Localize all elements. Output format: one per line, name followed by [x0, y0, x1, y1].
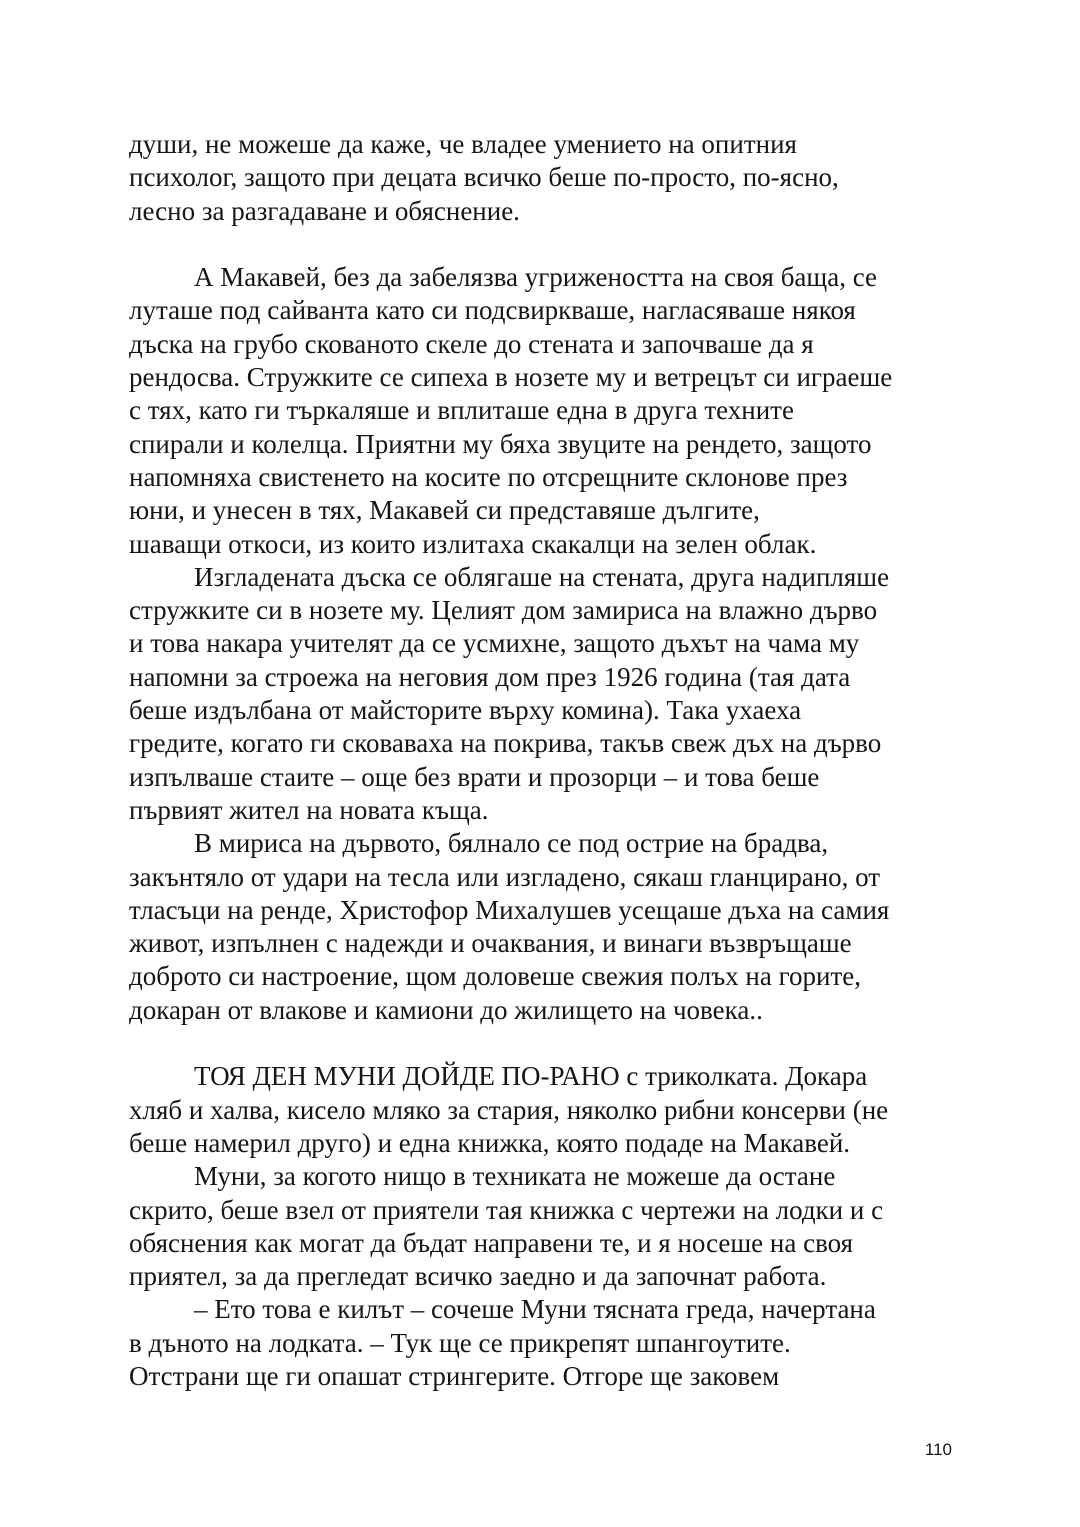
text-line: рендосва. Стружките се сипеха в нозете му и ветрецът си играеше: [129, 362, 893, 393]
text-line: луташе под сайванта като си подсвиркваше, нагласяваше някоя: [129, 295, 856, 326]
text-line: с тях, като ги търкаляше и вплиташе една в друга техните: [129, 395, 794, 426]
text-line: напомни за строежа на неговия дом през 1926 година (тая дата: [129, 661, 851, 692]
text-line: психолог, защото при децата всичко беше по-просто, по-ясно,: [129, 162, 839, 193]
text-line: Отстрани ще ги опашат стрингерите. Отгоре ще заковем: [129, 1360, 780, 1391]
paragraph-gap: [129, 228, 959, 261]
text-line: спирали и колелца. Приятни му бяха звуците на рендето, защото: [129, 428, 872, 459]
text-line: хляб и халва, кисело мляко за стария, няколко рибни консерви (не: [129, 1094, 889, 1125]
paragraph-board: [129, 561, 959, 827]
paragraph-gap: [129, 1027, 959, 1060]
text-line: дъска на грубо скованото скеле до стената и започваше да я: [129, 328, 814, 359]
text-line: стружките си в нозете му. Целият дом замириса на влажно дърво: [129, 595, 878, 626]
text-line: тласъци на ренде, Христофор Михалушев усещаше дъха на самия: [129, 894, 890, 925]
text-line: приятел, за да прегледат всичко заедно и да започнат работа.: [129, 1261, 827, 1292]
page-number: 110: [924, 1440, 952, 1459]
text-line: закънтяло от удари на тесла или изгладено, сякаш гланцирано, от: [129, 861, 881, 892]
text-line: беше намерил друго) и една книжка, която подаде на Макавей.: [129, 1127, 851, 1158]
body-text: [129, 128, 959, 1393]
text-line: скрито, беше взел от приятели тая книжка с чертежи на лодки и с: [129, 1194, 884, 1225]
paragraph-muni-arrives: [129, 1060, 959, 1160]
text-line: гредите, когато ги сковаваха на покрива, такъв свеж дъх на дърво: [129, 728, 882, 759]
text-line: живот, изпълнен с надежди и очаквания, и винаги възвръщаше: [129, 928, 852, 959]
text-line: лесно за разгадаване и обяснение.: [129, 195, 520, 226]
text-line: юни, и унесен в тях, Макавей си представяше дългите,: [129, 495, 760, 526]
text-line: и това накара учителят да се усмихне, защото дъхът на чама му: [129, 628, 860, 659]
paragraph-muni-book: [129, 1160, 959, 1293]
text-line: обяснения как могат да бъдат направени те, и я носеше на своя: [129, 1227, 854, 1258]
paragraph-continuation: [129, 128, 959, 228]
text-line: А Макавей, без да забелязва угрижеността на своя баща, се: [194, 262, 877, 293]
text-line: доброто си настроение, щом доловеше свежия полъх на горите,: [129, 961, 861, 992]
text-line: изпълваше стаите – още без врати и прозорци – и това беше: [129, 761, 820, 792]
text-line: в дъното на лодката. – Тук ще се прикрепят шпангоутите.: [129, 1327, 791, 1358]
text-line: ТОЯ ДЕН МУНИ ДОЙДЕ ПО-РАНО с триколката. Докара: [194, 1061, 868, 1092]
text-line: напомняха свистенето на косите по отсрещните склонове през: [129, 461, 848, 492]
text-line: беше издълбана от майсторите върху комина). Така ухаеха: [129, 695, 802, 726]
text-line: Изгладената дъска се облягаше на стената, друга надипляше: [194, 561, 890, 592]
text-line: – Ето това е килът – сочеше Муни тясната греда, начертана: [194, 1294, 876, 1325]
text-line: В мириса на дървото, бялнало се под острие на брадва,: [194, 828, 829, 859]
text-line: шаващи откоси, из които излитаха скакалци на зелен облак.: [129, 528, 817, 559]
text-line: първият жител на новата къща.: [129, 794, 489, 825]
text-line: души, не можеше да каже, че владее умението на опитния: [129, 129, 797, 159]
text-line: докаран от влакове и камиони до жилището на човека..: [129, 994, 763, 1025]
paragraph-dialogue: [129, 1293, 959, 1393]
paragraph-wood-scent: [129, 827, 959, 1027]
paragraph-makavei: [129, 261, 959, 561]
text-line: Муни, за когото нищо в техниката не можеше да остане: [194, 1161, 836, 1192]
